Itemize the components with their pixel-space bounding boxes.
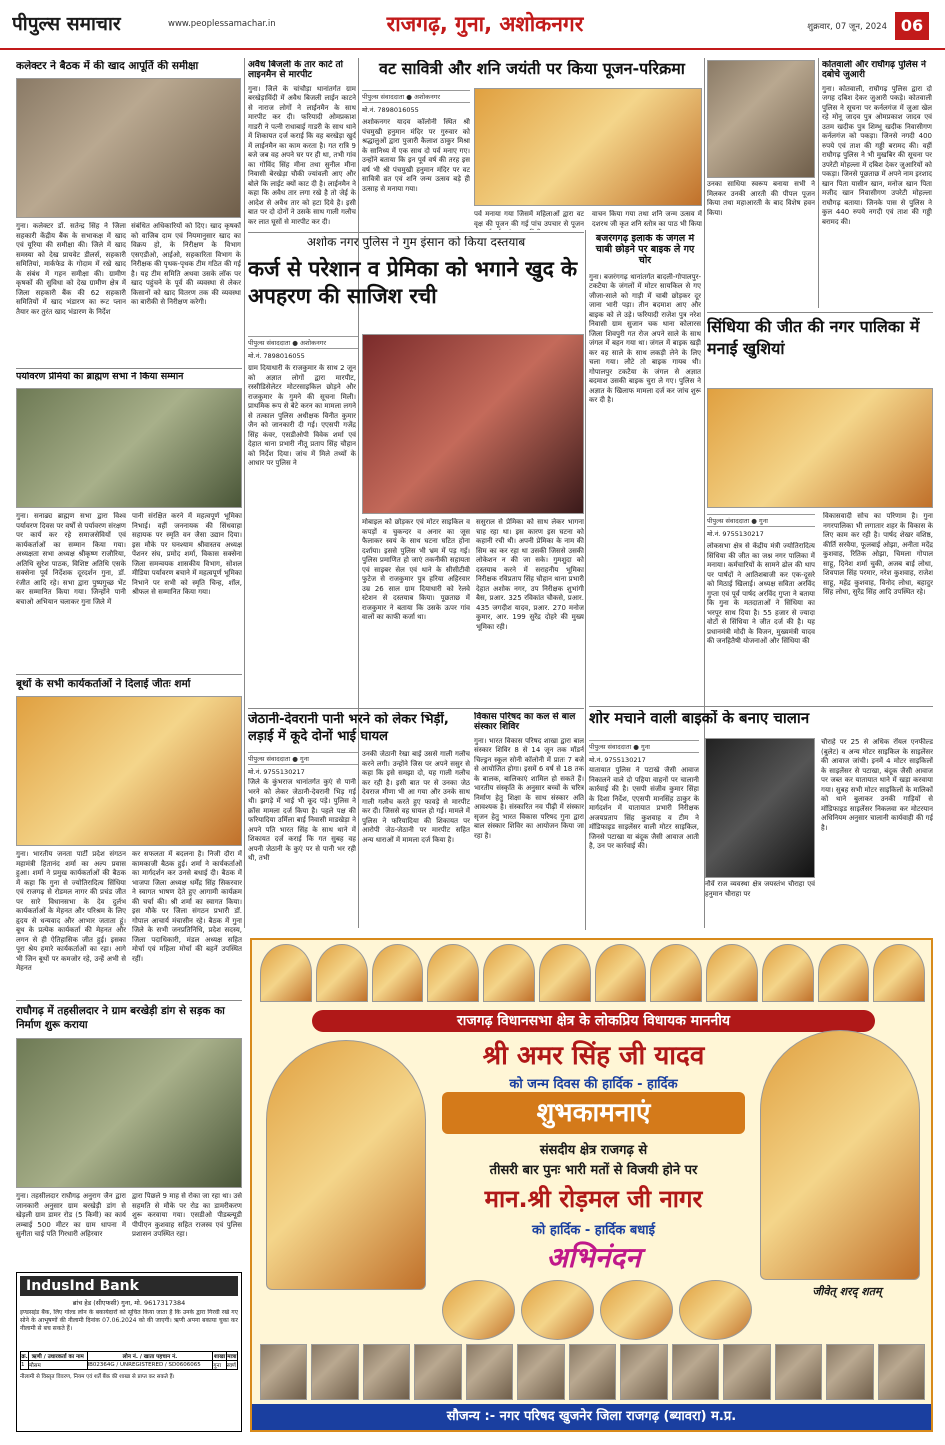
bank-branch: ब्रांच हेड (सीएफसी) गुना, मो. 9617317384 xyxy=(72,1299,186,1307)
ad-line3: संसदीय क्षेत्र राजगढ़ से xyxy=(539,1143,648,1158)
byline-box: पीपुल्स संवाददाता ● अशोकनगर मो.नं. 7898016055 xyxy=(362,88,470,114)
story-body-col2: पर्व मनाया गया जिसमें महिलाओं द्वारा वट वृक्ष की पूजन की गई पांच उपचार से पूजन xyxy=(474,210,584,228)
section-title: राजगढ़, गुना, अशोकनगर xyxy=(386,12,584,36)
headline: वट सावित्री और शनि जयंती पर किया पूजन-परिक्रमा xyxy=(379,60,685,78)
headline: कलेक्टर ने बैठक में की खाद आपूर्ति की समीक्षा xyxy=(16,60,199,72)
headline: जेठानी-देवरानी पानी भरने को लेकर भिड़ीं, लड़ाई में कूदे दोनों भाई घायल xyxy=(248,712,449,744)
story-body-col1: यातायात पुलिस ने पटाखे जैसी आवाज निकालने वाले दो पहिया वाहनों पर चालानी कार्रवाई की है। एसपी संजीव कुमार सिंहा के दिशा निर्देश, एएसपी मानसिंह ठाकुर के मार्गदर्शन में यातायात प्रभारी निरीक्षक अजयप्रताप सिंह कुशवाह व टीम ने मॉडिफाइड साइलेंसर वाली मोटर साइकिल, जिनसे पटाखा या बंदूक जैसी आवाज आती है, उन पर कार्रवाई की। xyxy=(589,766,699,850)
story-body-col2: संबंधित अधिकारियों को दिए। खाद कृषकों को वाजिब दाम एवं नियमानुसार खाद का विक्रय हो, के निरीक्षण के विभाग एसएडीओ, आईओ, सहकारिता विभाग के निरीक्षक की पृथक-पृथक टीम गठित की गई है। यह टीम समिति अथवा उसके लॉक पर खाद पहुंचने के पूर्व की व्यवस्था से लेकर किसानों को खाद वितरण तक की व्यवस्था का बारीकी से निरीक्षण करेगी। xyxy=(131,222,241,306)
headline: अवैध बिजली के तार काटे तो लाइनमैन से मारपीट xyxy=(248,60,343,81)
meeting-photo xyxy=(16,78,241,218)
bank-logo-bar: IndusInd Bank xyxy=(20,1276,238,1296)
story-bike-challan xyxy=(589,710,933,930)
ad-line2: को जन्म दिवस की हार्दिक - हार्दिक xyxy=(509,1077,678,1092)
story-body-col2: चौराहे पर 25 से अधिक रॉयल एनफील्ड (बुलेट) व अन्य मोटर साइकिल के साइलेंसर की आवाज जांची। इनमें 4 मोटर साइकिलों के साइलेंसर से पटाखा, बंदूक जैसी आवाज पर जब्त कर यातायात थाने में खड़ा करवाया गया। सुबह सभी मोटर साइकिलों के मालिकों को थाने बुलाकर उनकी गाड़ियों से मॉडिफाइड साइलेंसर निकलवा कर मोटरयान अधिनियम अनुसार चालानी कार्यवाही की गई है। xyxy=(821,738,933,832)
story-booth xyxy=(16,678,242,996)
story-body: गुना। कोतवाली, राघौगढ़ पुलिस द्वारा दो जगह दबिश देकर जुआरी पकड़े। कोतवाली पुलिस ने सूचना पर कर्नलगंज में जुआ खेल रहे मोनू जादव पुत्र ओमप्रकाश जादव एवं उतम खदीक पुत्र शिम्भू खदीक निवासीगण कर्नलगंज को पकड़ा। जिनसे नगदी 400 रुपये एवं ताश की गड्डी बरामद की। वहीं राघौगढ़ पुलिस ने भी मुखबिर की सूचना पर उपरेटी मोहल्ला में दबिश देकर जुआरियों को पकड़ा। जिनसे पूछताछ में अपने नाम इरशाद खान पिता यासीन खान, मनोज खान पिता मजीद खान निवासीगण उपरेटी मोहल्ला राघौगढ़ बताया। जिनके पास से पुलिस ने कुल 440 रुपये नगदी एवं ताश की गड्डी बरामद की। xyxy=(822,84,932,226)
story-body-col1: गुना। कलेक्टर डॉ. सतेन्द्र सिंह ने जिला सहकारी केंद्रीय बैंक के सभाकक्ष में खाद एवं यूरिया की समीक्षा की। जिले में खाद समस्या को देख प्रायवेट डीलर्स, सहकारी समितियां, मार्कफेड के गोदाम में रखे खाद के संबंध में गहन समीक्षा की। ग्रामीण कृषकों की सुविधा को देख ग्रामीण क्षेत्र में जिला सहकारी बैंक की 62 सहकारी समितियों में खाद भंडारण का रूट प्लान तैयार कर तुरंत खाद भंडारण के निर्देश xyxy=(16,222,126,316)
ad-name1: श्री अमर सिंह जी यादव xyxy=(482,1041,705,1071)
headline: विकास परिषद का कल से बाल संस्कार शिविर xyxy=(474,712,576,733)
story-bal-sanskar xyxy=(474,712,584,930)
portrait-amar-singh-yadav xyxy=(266,1040,426,1290)
portrait-strip-bottom xyxy=(260,1344,925,1400)
photo-caption: नौवें राज व्यवस्था क्षेत्र जयस्तंभ चौराहा एवं हनुमान चौराहा पर xyxy=(705,880,815,898)
headline: कर्ज से परेशान व प्रेमिका को भगाने खुद के अपहरण की साजिश रची xyxy=(248,256,578,309)
byline-box: पीपुल्स संवाददाता ● अशोकनगर मो.नं. 7898016055 xyxy=(248,334,358,360)
story-tehsildar xyxy=(16,1004,242,1266)
story-body-col3: वाचन किया गया तथा शनि जन्म उत्सव में दशरथ जी कृत शनि स्तोत्र का पाठ भी किया xyxy=(592,210,702,228)
masthead xyxy=(0,0,945,50)
ad-line4: तीसरी बार पुनः भारी मतों से विजयी होने पर xyxy=(489,1163,698,1178)
bank-table: क्र. ऋणी / उधारकर्ता का नाम लोन नं. / खाता पहचान नं. शाखा मात्रा 1 मौसम IB02364G / UNREGISTERED / SD0606065 गुना स्वर्ण xyxy=(20,1351,238,1370)
page-number: 06 xyxy=(895,12,929,40)
headline: कोतवाली और राघौगढ़ पुलिस ने दबोचे जुआरी xyxy=(822,60,926,81)
portrait-strip-top xyxy=(260,944,925,1002)
bank-footer: नीलामी से विस्तृत विवरण, नियम एवं शर्तें बैंक की शाखा से प्राप्त कर सकते हैं। xyxy=(20,1374,175,1380)
story-body-col1: गुना। सनाढ्य ब्राह्मण सभा द्वारा विश्व पर्यावरण दिवस पर वर्षों से पर्यावरण संरक्षण पर कार्य कर रहे समाजसेवियों एवं कार्यकर्ताओं का सम्मान किया गया। अध्यक्षता सभा अध्यक्ष श्रीकृष्ण राजौरिया, अतिथि सुरेश पाठक, विशिष्ट अतिथि एसके सक्सेना पूर्व निर्देशक दूरदर्शन गुना, डॉ. रंजीत आदि रहे। सभा द्वारा पुष्पगुच्छ भेंट कर सम्मानित किया गया। जिन्होंने पानी बचाओ अभियान चलाकर गुना जिले में xyxy=(16,512,126,606)
headline: पर्यावरण प्रेमियों का ब्राह्मण सभा ने किया सम्मान xyxy=(16,372,184,382)
story-kotwali xyxy=(822,60,932,310)
paper-logo: पीपुल्स समाचार xyxy=(12,13,121,35)
story-body-col2: पानी संरक्षित करने में महत्वपूर्ण भूमिका निभाई। वहीं जननायक की सिंधवाहा सहायक पर स्मृति वन जैसा उद्यान दिया। इस मौके पर घनश्याम श्रीवास्तव अध्यक्ष पेंशनर संघ, प्रमोद शर्मा, विकास सक्सेना जिला समन्वयक शासकीय विभाग, सोशल मीडिया पर्यावरण बचाने में महत्वपूर्ण भूमिका निभाने पर सभी को स्मृति चिन्ह, शॉल, श्रीफल से सम्मानित किया गया। xyxy=(132,512,242,596)
story-body-col1: अशोकनगर यादव कॉलोनी स्थित श्री पंचमुखी हनुमान मंदिर पर गुरुवार को श्रद्धालुओं द्वारा पुजारी कैलाश ठाकुर मिश्रा के सानिध्य में एक साथ दो पर्व मनाए गए। उन्होंने बताया कि इन पूर्व वर्ष की तरह इस वर्ष भी श्री पंचमुखी हनुमान मंदिर पर वट सावित्री व्रत एवं शनि जन्म उत्सव बड़े ही उत्साह से मनाया गया। xyxy=(362,118,470,193)
ad-line5: को हार्दिक - हार्दिक बधाई xyxy=(531,1223,656,1238)
story-body-col2: विकासवादी सोच का परिणाम है। गुना नगरपालिका भी लगातार शहर के विकास के लिए काम कर रही है। पार्षद शेखर वशिष्ठ, कीर्ति सरवैया, फूलबाई ओझा, अनीता मदेंद्र कुशवाह, रितिक ओझा, चिमला गोपाल साहू, दिनेश शर्मा चुकी, अजब बाई लोधा, शिवपाल सिंह परमार, नरेश कुशवाह, राजेश साहू, महेंद्र कुशवाह, विनोद लोधा, बहादुर सिंह लोधा, सुरेंद्र सिंह आदि उपस्थित रहे। xyxy=(823,512,933,596)
byline-box: पीपुल्स संवाददाता ● गुना मो.नं. 9755130217 xyxy=(589,738,699,764)
byline-box: पीपुल्स संवाददाता ● गुना मो.नं. 9755130217 xyxy=(248,750,358,776)
story-vat-savitri-tail: उनका साधिया स्वरूप बनाया सभी ने मिलकर उनकी आरती की पीपल पूजन किया तथा महाआरती के बाद विशेष हवन किया। xyxy=(707,180,815,217)
story-body-col3: ससुराल से प्रेमिका को साथ लेकर भागना चाह रहा था। इस कारण इस घटना को कहानी रची थी। अपनी प्रेमिका के नाम की सिम का कर रहा था उसकी जिससे उसकी लोकेशन न की जा सके। गुमशुदा को दस्तयाब करने में सराहनीय भूमिका निरीक्षक रविप्रताप सिंह चौहान थाना प्रभारी देहात अशोक नगर, उप निरीक्षक शुभांगी बैस, प्रआर. 325 रविकांत चौकसे, प्रआर. 435 जगदीश यादव, प्रआर. 270 मनोज कुमार, आर. 199 सुरेंद्र दोहरे की मुख्य भूमिका रही। xyxy=(476,518,584,631)
story-body-col1: गुना। तहसीलदार राघौगढ़ अनुराग जैन द्वारा जानकारी अनुसार ग्राम बरखेड़ी डांग से खेड़ली ग्राम डामर रोड (5 किमी) का कार्य लम्बाई 500 मीटर का ग्राम धापना में सुनीता चाई पति गिरधारी अहिरवार xyxy=(16,1192,126,1238)
portrait-strip-middle xyxy=(442,1280,752,1340)
headline: शोर मचाने वाली बाइकों के बनाए चालान xyxy=(589,710,810,727)
story-paryavaran xyxy=(16,372,242,672)
headline: बजरंगगढ़ इलाके के जंगल में चाबी छोड़ने पर बाइक ले गए चोर xyxy=(595,234,695,266)
ad-wish: शुभकामनाएं xyxy=(442,1092,745,1134)
story-vat-savitri xyxy=(362,60,702,230)
bjp-meeting-photo xyxy=(16,696,242,846)
story-body-col2: मोबाइल को छोड़कर एवं मोटर साइकिल व कपड़ों व चुकन्दर व अनार का जूस फैलाकर स्वयं के साथ घटना घटित होना दर्शाया। इससे पुलिस भी भ्रम में पड़ गई। पुलिस प्रमाणित हो जाएं तकनीकी सहायता एवं साइबर सेल एवं थाने के सीसीटीवी फुटेज से राजकुमार पुत्र हरिया अहिरवार उम्र 26 साल ग्राम दियाधारी को रेलवे स्टेशन से दस्तयाब किया। पूछताछ में राजकुमार ने बताया कि उसके ऊपर गांव वालों का काफी कर्जा था। xyxy=(362,518,470,621)
story-collector xyxy=(16,60,241,368)
ad-abhinandan-text: अभिनंदन xyxy=(546,1241,641,1274)
story-body-col2: द्वारा पिछले 9 माह से रोका जा रहा था। उसे सहमति से मौके पर रोड का डामरीकरण शुरू करवाया गया। एसडीओ पीडब्ल्यूडी पीपीएन कुशवाह सहित राजस्व एवं पुलिस प्रशासन उपस्थित रहा। xyxy=(132,1192,242,1238)
story-body-col2: कर सफलता में बदलना है। निजी दौरा में कामकाजी बैठक हुई। शर्मा ने कार्यकर्ताओं का मार्गदर्शन कर उनसे बधाई दी। बैठक में भाजपा जिला अध्यक्ष धर्मेंद्र सिंह सिकरवार ने स्वागत भाषण देते हुए आगामी कार्यक्रम की चर्चा की। श्री शर्मा का स्वागत किया। इस मौके पर जिला संगठन प्रभारी डॉ. गोपाल आचार्य मंचासीन रहे। बैठक में गुना जिले के सभी जनप्रतिनिधि, प्रदेश सदस्य, जिला पदाधिकारी, मंडल अध्यक्ष सहित मोर्चा एवं महिला मोर्चा की बहनें उपस्थित रहीं। xyxy=(132,850,242,963)
story-body: गुना। जिले के चांचौड़ा थानांतर्गत ग्राम बरखेड़ाविंदी में अवैध बिजली लाईन काटने से नाराज लोगों ने लाईनमैन के साथ मारपीट कर दी। फरियादी ओमप्रकाश गाडरी ने पत्नी राधाबाई गाडरी के साथ थाने में शिकायत दर्ज कराई कि वह बरखेड़ा खुर्द में लाईनमैन का काम करता है। गत रात्रि 9 बजे जब वह अपने घर पर ही था, तभी गांव का गोविंद सिंह मीना तथा सुनील मीना निवासी बेरखेड़ा चौकी ज्यांवली आए और बोले कि लाईट क्यों काट दी है। लाईनमैन ने कहा कि अवैध तार लगा रखे है तो जेई के आदेश से अवैध तार को हटा दिये है। इसी बात पर दो दोनों ने उसके साथ गाली गलौच कर लात घूसों से मारपीट कर दी। xyxy=(248,84,356,226)
traffic-police-photo xyxy=(705,738,815,878)
story-body: गुना। बजरंगगढ़ थानांतर्गत बादली-गोपालपुर-टकटैया के जंगलों में मोटर सायकिल से गए जीजा-साले को गाड़ी में चाबी छोड़कर दूर जाना भारी पड़ा। तीन बदमाश आए और बाइक को ले उड़े। फरियादी राजेश पुत्र नरेश निवासी ग्राम सुजान चक थाना कोलारस जिला शिवपुरी गत रोज अपने साले के साथ जंगल में बहन गया था। जंगल में बाइक खड़ी कर वह साले के साथ लकड़ी लेने के लिए चला गया। लौटे तो बाइक गायब थी। गोपालपुर टकटैया के जंगल से अज्ञात बदमाश उसकी बाइक चुरा ले गए। पुलिस ने अज्ञात के खिलाफ मामला दर्ज कर जांच शुरू कर दी है। xyxy=(589,272,701,405)
ad-footer: सौजन्य :- नगर परिषद खुजनेर जिला राजगढ़ (ब्यावरा) म.प्र. xyxy=(252,1404,931,1430)
story-body-col1: जिले के कुंभराज थानांतर्गत कुएं से पानी भरने को लेकर जेठानी-देवरानी भिड़ गई थी। झगड़े में भाई भी कूद पड़े। पुलिस ने क्रॉस मामला दर्ज किया है। पहले पक्ष की फरियादिया उर्मिला बाई निवासी माडखेड़ा ने अपने पति भारत सिंह के साथ थाने में शिकायत दर्ज कराई कि गत सुबह वह अपनी जेठानी के कुएं पर से पानी भर रही थी, तभी xyxy=(248,778,356,862)
ad-indusind-bank xyxy=(16,1272,242,1432)
priest-photo xyxy=(707,60,815,178)
headline: सिंधिया की जीत की नगर पालिका में मनाई खुशियां xyxy=(707,317,920,358)
paper-website[interactable]: www.peoplessamachar.in xyxy=(168,19,276,29)
portrait-rodmal-nagar xyxy=(760,1030,920,1280)
ad-name2: मान.श्री रोड़मल जी नागर xyxy=(484,1185,703,1213)
motorcycle-photo xyxy=(362,334,584,514)
ad-jeevet: जीवेत् शरद् शतम् xyxy=(812,1285,882,1298)
kicker: अशोक नगर पुलिस ने गुम इंसान को किया दस्तयाब xyxy=(306,236,526,249)
puja-photo xyxy=(474,88,702,206)
bank-notice: इण्डसइंड बैंक, लिए गोल्ड लोन के बकायेदारों को सूचित किया जाता है कि उनके द्वारा गिरवी रखे गए सोने के आभूषणों की नीलामी दिनांक 07.06.2024 को की जाएगी। ऋणी अपना बकाया चुका कर नीलामी से बच सकते हैं। xyxy=(20,1309,238,1332)
headline: राघौगढ़ में तहसीलदार ने ग्राम बरखेड़ी डांग से सड़क का निर्माण शुरू कराया xyxy=(16,1005,225,1032)
ad-abhinandan xyxy=(250,938,933,1432)
story-body: गुना। भारत विकास परिषद शाखा द्वारा बाल संस्कार शिविर 8 से 14 जून तक मॉडर्न चिल्ड्रन स्कूल सोनी कॉलोनी में प्रातः 7 बजे से आयोजित होगा। इसमें 6 वर्ष से 18 तक के बालक, बालिकाएं शामिल हो सकते हैं। भारतीय संस्कृति के अनुसार बच्चों के चरित्र निर्माण हेतु शिक्षा के साथ संस्कार अति आवश्यक है। संस्कारित नव पीढ़ी में संस्कार सृजन हेतु भारत विकास परिषद गुना द्वारा बाल संस्कार शिविर का आयोजन किया जा रहा है। xyxy=(474,736,584,840)
story-jungle xyxy=(589,234,701,704)
story-scindia xyxy=(707,316,933,701)
celebration-photo xyxy=(707,388,933,508)
date-line: शुक्रवार, 07 जून, 2024 xyxy=(807,22,887,32)
road-construction-photo xyxy=(16,1038,242,1188)
story-body-col1: ग्राम दियाधारी के राजकुमार के साथ 2 जून को अज्ञात लोगों द्वारा मारपीट, रस्सीडिसेलेटर मोटरसाइकिल छोड़ने और राजकुमार के गुमने की सूचना मिली। प्राथमिक रूप से बेटे करन का मामला लगने से तत्काल पुलिस अधीक्षक विनीत कुमार जैन को जानकारी दी गई। एएसपी गजेंद्र सिंह कंवर, एसडीओपी विवेक शर्मा एवं देहात थाना प्रभारी नीतू प्रताप सिंह चौहान को निर्देश दिया। जांच में मिले तथ्यों के आधार पर पुलिस ने xyxy=(248,364,356,467)
ad-line1: राजगढ़ विधानसभा क्षेत्र के लोकप्रिय विधायक माननीय xyxy=(312,1010,875,1032)
story-body-col1: गुना। भारतीय जनता पार्टी प्रदेश संगठन महामंत्री हितानंद शर्मा का अल्प प्रवास हुआ। शर्मा ने प्रमुख कार्यकर्ताओं की बैठक में कहा कि गुना से ज्योतिरादित्य सिंधिया एवं राजगढ़ से रोडमल नागर की प्रचंड जीत पर सारे विधानसभा के देव दुर्लभ कार्यकर्ताओं के मेहनत और परिश्रम के लिए हृदय से धन्यवाद और आभार जताता हूं। बूथ के प्रत्येक कार्यकर्ता की मेहनत और लगन से ही ऐतिहासिक जीत हुई। इसका पूरा श्रेय हमारे कार्यकर्ताओं का रहा। आगे भी जिन बूथों पर कमजोर रहे, उन्हें अभी से मेहनत xyxy=(16,850,126,972)
headline: बूथों के सभी कार्यकर्ताओं ने दिलाई जीतः शर्मा xyxy=(16,678,191,690)
story-body-col1: लोकसभा क्षेत्र से केंद्रीय मंत्री ज्योतिरादित्य सिंधिया की जीत का जश्न नगर पालिका में मनाया। कर्मचारियों के सामने ढोल की थाप पर पार्षदों ने आतिशबाजी कर एक-दूसरे को मिठाई खिलाई। अध्यक्ष सविता अरविंद गुप्ता एवं पूर्व पार्षद अरविंद गुप्ता ने बताया कि गुना के मतदाताओं ने सिंधिया का भरपूर साथ दिया है। 55 हजार से ज्यादा वोटों से सिंधिया ने जीत दर्ज की है। यह प्रधानमंत्री मोदी के विजन, मुख्यमंत्री यादव की जनहितैषी योजनाओं और सिंधिया की xyxy=(707,542,815,645)
story-body-col2: उनकी जेठानी रेखा बाई उससे गाली गलौच करने लगी। उन्होंने जिस पर अपने ससुर से कहा कि इसे समझा दो, यह गाली गलौच कर रही है। इसी बात पर से उनका जेठ देवराज मीणा भी आ गया और उनके साथ गाली गलौच करते हुए फावड़े से मारपीट कर दी। जिससे वह घायल हो गई। मामले में पुलिस ने फरियादिया की शिकायत पर आरोपी जेठ-जेठानी पर मारपीट सहित अन्य धाराओं में मामला दर्ज किया है। xyxy=(362,750,470,844)
story-gumshuda xyxy=(248,236,584,706)
felicitation-photo xyxy=(16,388,242,508)
byline-box: पीपुल्स संवाददाता ● गुना मो.नं. 9755130217 xyxy=(707,512,815,538)
